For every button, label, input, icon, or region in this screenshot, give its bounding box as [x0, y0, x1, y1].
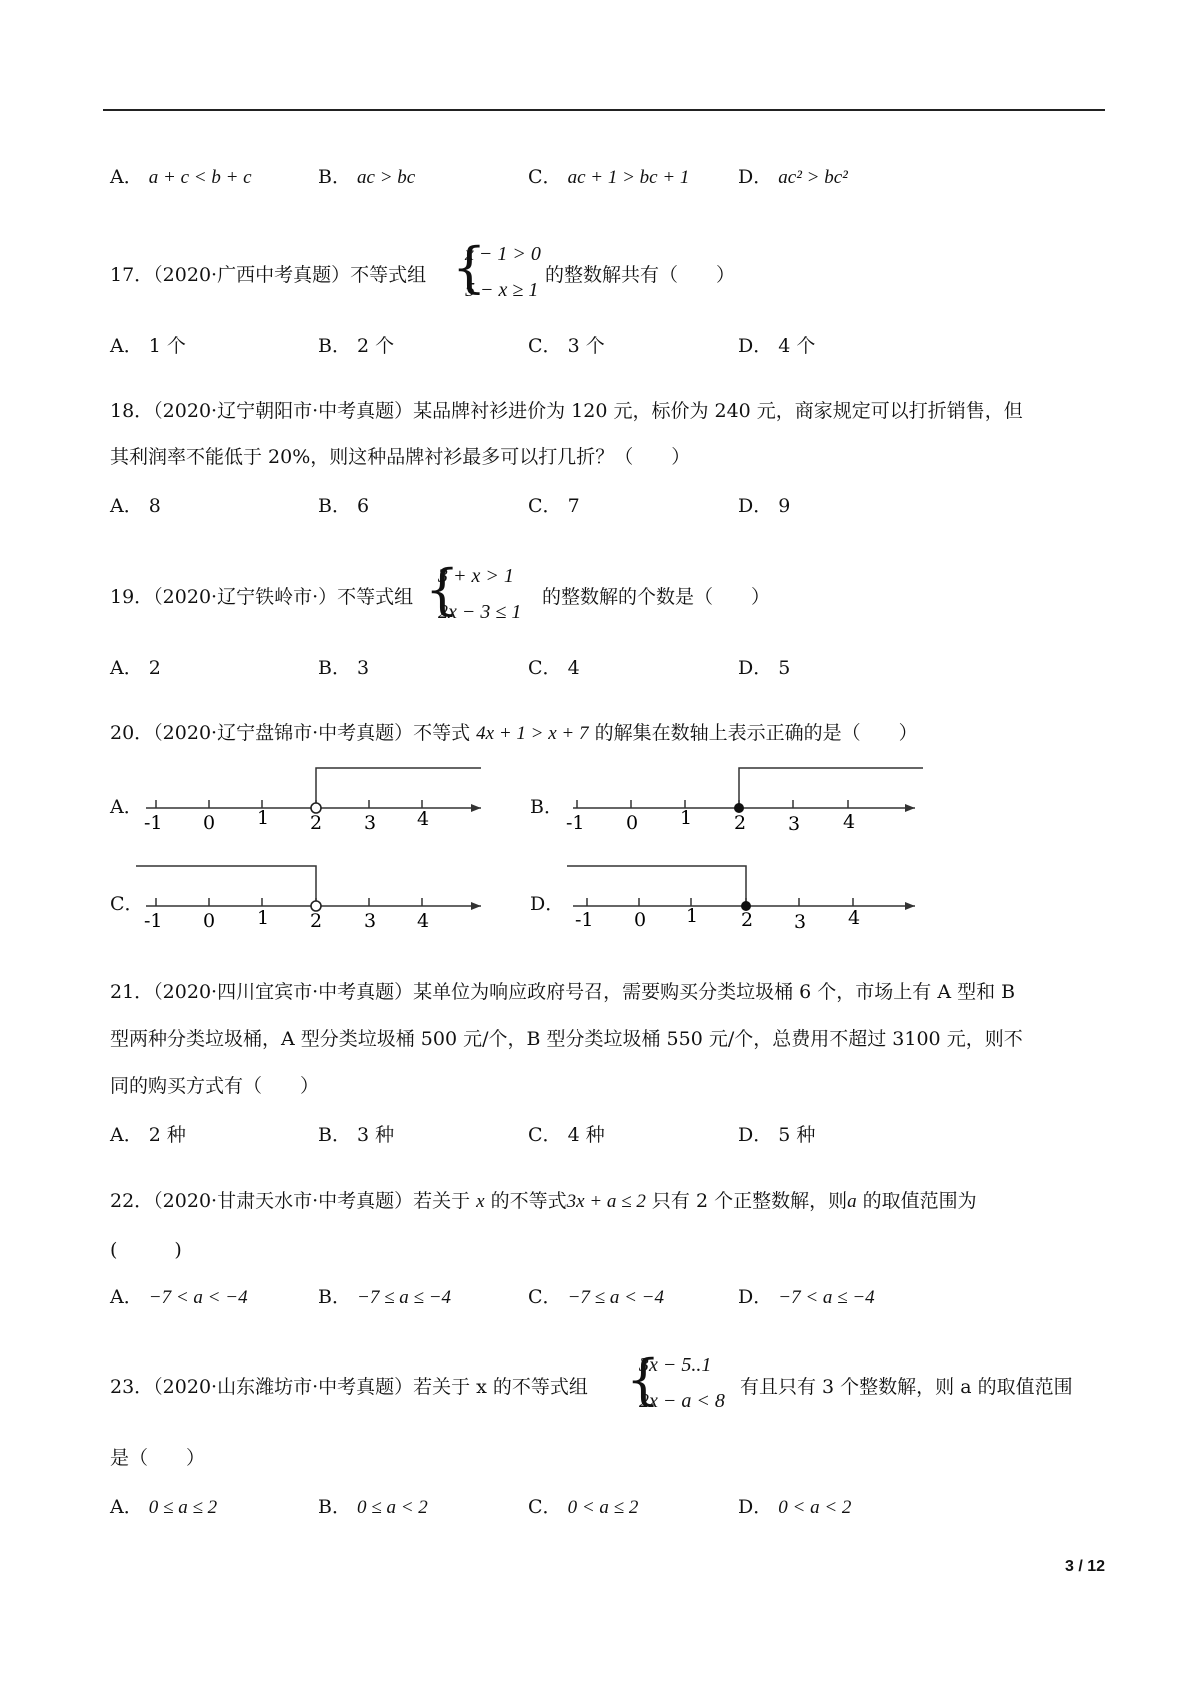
q23-system-row-2: 2x − a < 8 [639, 1390, 725, 1412]
q21-line-2: 型两种分类垃圾桶，A 型分类垃圾桶 500 元/个，B 型分类垃圾桶 550 元/个，总费用不超过 3100 元，则不 [110, 1028, 1023, 1050]
q20-stem: 20．（2020·辽宁盘锦市·中考真题）不等式 4x + 1 > x + 7 的解集在数轴上表示正确的是（ ） [110, 722, 918, 744]
tick-label: 1 [686, 905, 699, 927]
q16-option-a: A． a + c < b + c [110, 166, 252, 188]
q16-option-c: C． ac + 1 > bc + 1 [528, 166, 690, 188]
q20-option-c-label: C． [110, 893, 144, 915]
q23-option-b: B． 0 ≤ a < 2 [318, 1496, 428, 1518]
tick-label: 1 [257, 907, 270, 929]
q23-suffix: 有且只有 3 个整数解，则 a 的取值范围 [740, 1376, 1073, 1398]
q19-option-d: D． 5 [738, 657, 791, 679]
q21-line-1: 21．（2020·四川宜宾市·中考真题）某单位为响应政府号召，需要购买分类垃圾桶 6 个，市场上有 A 型和 B [110, 981, 1016, 1003]
q18-option-b: B． 6 [318, 495, 370, 517]
q17-system-row-1: x − 1 > 0 [465, 243, 541, 265]
q19-brace: { [425, 558, 460, 621]
tick-label: 2 [734, 812, 747, 834]
q19-option-a: A． 2 [110, 657, 161, 679]
tick-label: 3 [364, 812, 377, 834]
page-number: 3 / 12 [1064, 1558, 1105, 1575]
q20-numberline-c [136, 858, 486, 933]
q19-suffix: 的整数解的个数是（ ） [542, 586, 771, 608]
tick-label: 1 [680, 807, 693, 829]
q16-option-d: D． ac² > bc² [738, 166, 848, 188]
q22-option-c: C． −7 ≤ a < −4 [528, 1286, 664, 1308]
q22-option-d: D． −7 < a ≤ −4 [738, 1286, 875, 1308]
q17-suffix: 的整数解共有（ ） [545, 264, 736, 286]
q19-option-c: C． 4 [528, 657, 580, 679]
q19-prefix: 19．（2020·辽宁铁岭市·）不等式组 [110, 586, 414, 608]
q19-system-row-2: 2x − 3 ≤ 1 [438, 601, 522, 623]
tick-label: 4 [843, 811, 856, 833]
q17-prefix: 17．（2020·广西中考真题）不等式组 [110, 264, 427, 286]
q17-option-a: A． 1 个 [110, 335, 186, 357]
q19-system-row-1: 3 + x > 1 [438, 565, 514, 587]
q19-option-b: B． 3 [318, 657, 370, 679]
q20-option-d-label: D． [530, 893, 565, 915]
q23-line-2: 是（ ） [110, 1447, 206, 1469]
q20-option-a-label: A． [110, 796, 143, 818]
q18-option-d: D． 9 [738, 495, 791, 517]
tick-label: 4 [417, 808, 430, 830]
q18-option-c: C． 7 [528, 495, 580, 517]
tick-label: 2 [310, 812, 323, 834]
q22-stem: 22．（2020·甘肃天水市·中考真题）若关于 x 的不等式3x + a ≤ 2 只有 2 个正整数解，则a 的取值范围为 [110, 1190, 977, 1212]
tick-label: 2 [741, 909, 754, 931]
q21-line-3: 同的购买方式有（ ） [110, 1075, 320, 1097]
q20-numberline-d [563, 858, 923, 933]
tick-label: -1 [575, 909, 594, 931]
q21-option-b: B． 3 种 [318, 1124, 395, 1146]
tick-label: 3 [364, 910, 377, 932]
tick-label: 4 [417, 910, 430, 932]
tick-label: 0 [203, 910, 216, 932]
tick-label: 4 [848, 907, 861, 929]
header-rule [103, 109, 1105, 111]
q20-option-b-label: B． [530, 796, 563, 818]
q17-option-b: B． 2 个 [318, 335, 395, 357]
q22-option-b: B． −7 ≤ a ≤ −4 [318, 1286, 452, 1308]
q23-prefix: 23．（2020·山东潍坊市·中考真题）若关于 x 的不等式组 [110, 1376, 588, 1398]
q18-option-a: A． 8 [110, 495, 161, 517]
q20-numberline-a [136, 760, 486, 835]
tick-label: 3 [788, 813, 801, 835]
q23-option-d: D． 0 < a < 2 [738, 1496, 852, 1518]
q22-line-2: ( ) [110, 1239, 182, 1261]
tick-label: 0 [626, 812, 639, 834]
q17-option-d: D． 4 个 [738, 335, 816, 357]
tick-label: 0 [203, 812, 216, 834]
q22-option-a: A． −7 < a < −4 [110, 1286, 248, 1308]
q23-option-a: A． 0 ≤ a ≤ 2 [110, 1496, 218, 1518]
tick-label: -1 [144, 910, 163, 932]
q17-system-row-2: 5 − x ≥ 1 [465, 279, 539, 301]
q18-line-2: 其利润率不能低于 20%，则这种品牌衬衫最多可以打几折？（ ） [110, 446, 691, 468]
q18-line-1: 18．（2020·辽宁朝阳市·中考真题）某品牌衬衫进价为 120 元，标价为 240 元，商家规定可以打折销售，但 [110, 400, 1023, 422]
tick-label: 3 [794, 911, 807, 933]
tick-label: 1 [257, 807, 270, 829]
q21-option-c: C． 4 种 [528, 1124, 605, 1146]
q21-option-a: A． 2 种 [110, 1124, 186, 1146]
q21-option-d: D． 5 种 [738, 1124, 816, 1146]
q16-option-b: B． ac > bc [318, 166, 416, 188]
tick-label: -1 [144, 812, 163, 834]
q23-brace: { [626, 1348, 661, 1411]
q20-numberline-b [563, 760, 923, 835]
tick-label: 2 [310, 910, 323, 932]
q23-system-row-1: 3x − 5..1 [639, 1354, 712, 1376]
q17-brace: { [452, 236, 487, 299]
tick-label: -1 [566, 812, 585, 834]
q23-option-c: C． 0 < a ≤ 2 [528, 1496, 639, 1518]
q17-option-c: C． 3 个 [528, 335, 605, 357]
tick-label: 0 [634, 909, 647, 931]
